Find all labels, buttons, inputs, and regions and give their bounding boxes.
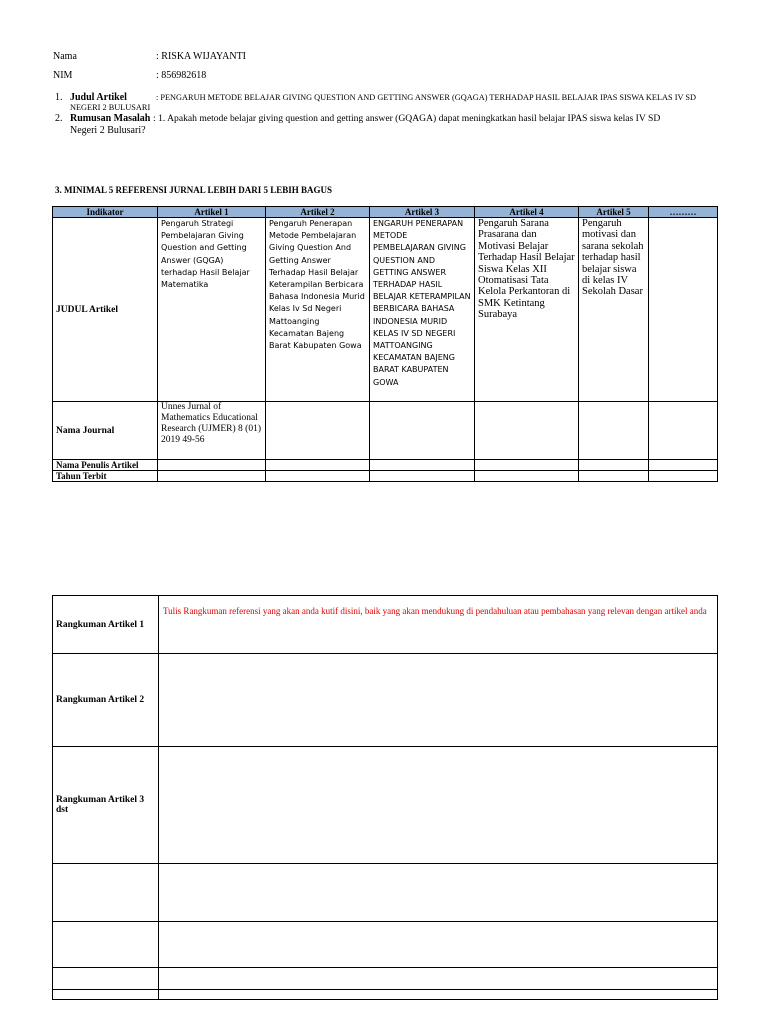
header-artikel-3: Artikel 3 xyxy=(370,207,475,218)
table-header-row xyxy=(53,207,718,218)
nim-label: NIM xyxy=(53,70,73,81)
item1-number: 1. xyxy=(55,92,63,103)
section3-heading: 3. MINIMAL 5 REFERENSI JURNAL LEBIH DARI 5 LEBIH BAGUS xyxy=(55,185,333,195)
penulis-row xyxy=(53,460,718,471)
summary-row-7 xyxy=(53,990,718,1000)
journal-row-label: Nama Journal xyxy=(53,402,158,460)
summary-row-3-label: Rangkuman Artikel 3 dst xyxy=(53,747,159,864)
item2-value-line2: Negeri 2 Bulusari? xyxy=(70,125,146,136)
reference-table xyxy=(52,206,718,482)
summary-row-4 xyxy=(53,864,718,922)
journal-artikel-extra xyxy=(649,402,718,460)
item1-label: Judul Artikel xyxy=(70,92,127,103)
nama-value: : RISKA WIJAYANTI xyxy=(156,51,247,62)
summary-row-6-label xyxy=(53,968,159,990)
judul-artikel-extra xyxy=(649,218,718,402)
judul-row xyxy=(53,218,718,402)
summary-row-3 xyxy=(53,747,718,864)
summary-row-2-label: Rangkuman Artikel 2 xyxy=(53,654,159,747)
judul-artikel-3: ENGARUH PENERAPAN METODE PEMBELAJARAN GIVING QUESTION AND GETTING ANSWER TERHADAP HASIL BELAJAR KETERAMPILAN BERBICARA BAHASA INDONESIA MURID KELAS IV SD NEGERI MATTOANGING KECAMATAN BAJENG BARAT KABUPATEN GOWA xyxy=(370,218,475,402)
header-artikel-2: Artikel 2 xyxy=(266,207,370,218)
judul-artikel-1: Pengaruh Strategi Pembelajaran Giving Question and Getting Answer (GQGA) terhadap Hasil Belajar Matematika xyxy=(158,218,266,402)
header-ellipsis: ……… xyxy=(649,207,718,218)
summary-row-4-content xyxy=(159,864,718,922)
item2-label: Rumusan Masalah xyxy=(70,113,151,124)
journal-row xyxy=(53,402,718,460)
nim-value: : 856982618 xyxy=(156,70,207,81)
item2-value-line1: : 1. Apakah metode belajar giving question and getting answer (GQAGA) dapat meningkatkan hasil belajar IPAS siswa kelas IV SD xyxy=(153,113,661,124)
judul-artikel-4: Pengaruh Sarana Prasarana dan Motivasi Belajar Terhadap Hasil Belajar Siswa Kelas XII Otomatisasi Tata Kelola Perkantoran di SMK Ketintang Surabaya xyxy=(475,218,579,402)
summary-row-5-content xyxy=(159,922,718,968)
item1-value-line1: : PENGARUH METODE BELAJAR GIVING QUESTION AND GETTING ANSWER (GQAGA) TERHADAP HASIL BELAJAR IPAS SISWA KELAS IV SD xyxy=(156,93,696,102)
summary-row-5 xyxy=(53,922,718,968)
journal-artikel-1: Unnes Jurnal of Mathematics Educational Research (UJMER) 8 (01) 2019 49-56 xyxy=(158,402,266,460)
summary-row-3-content xyxy=(159,747,718,864)
header-artikel-4: Artikel 4 xyxy=(475,207,579,218)
summary-table xyxy=(52,595,718,1000)
header-artikel-1: Artikel 1 xyxy=(158,207,266,218)
penulis-row-label: Nama Penulis Artikel xyxy=(53,460,158,471)
summary-row-7-content xyxy=(159,990,718,1000)
summary-row-5-label xyxy=(53,922,159,968)
summary-row-2 xyxy=(53,654,718,747)
journal-artikel-5 xyxy=(579,402,649,460)
summary-instruction: Tulis Rangkuman referensi yang akan anda kutif disini, baik yang akan mendukung di pendahuluan atau pembahasan yang relevan dengan artikel anda xyxy=(159,596,718,654)
nama-label: Nama xyxy=(53,51,77,62)
tahun-row xyxy=(53,471,718,482)
judul-artikel-5: Pengaruh motivasi dan sarana sekolah terhadap hasil belajar siswa di kelas IV Sekolah Dasar xyxy=(579,218,649,402)
header-indikator: Indikator xyxy=(53,207,158,218)
journal-artikel-4 xyxy=(475,402,579,460)
item1-value-line2: NEGERI 2 BULUSARI xyxy=(70,103,151,112)
summary-row-6-content xyxy=(159,968,718,990)
summary-row-2-content xyxy=(159,654,718,747)
journal-artikel-3 xyxy=(370,402,475,460)
summary-row-6 xyxy=(53,968,718,990)
summary-row-1 xyxy=(53,596,718,654)
summary-row-1-label: Rangkuman Artikel 1 xyxy=(53,596,159,654)
header-artikel-5: Artikel 5 xyxy=(579,207,649,218)
summary-row-4-label xyxy=(53,864,159,922)
journal-artikel-2 xyxy=(266,402,370,460)
summary-row-7-label xyxy=(53,990,159,1000)
tahun-row-label: Tahun Terbit xyxy=(53,471,158,482)
judul-row-label: JUDUL Artikel xyxy=(53,218,158,402)
judul-artikel-2: Pengaruh Penerapan Metode Pembelajaran Giving Question And Getting Answer Terhadap Hasil Belajar Keterampilan Berbicara Bahasa Indonesia Murid Kelas Iv Sd Negeri Mattoanging Kecamatan Bajeng Barat Kabupaten Gowa xyxy=(266,218,370,402)
item2-number: 2. xyxy=(55,113,63,124)
